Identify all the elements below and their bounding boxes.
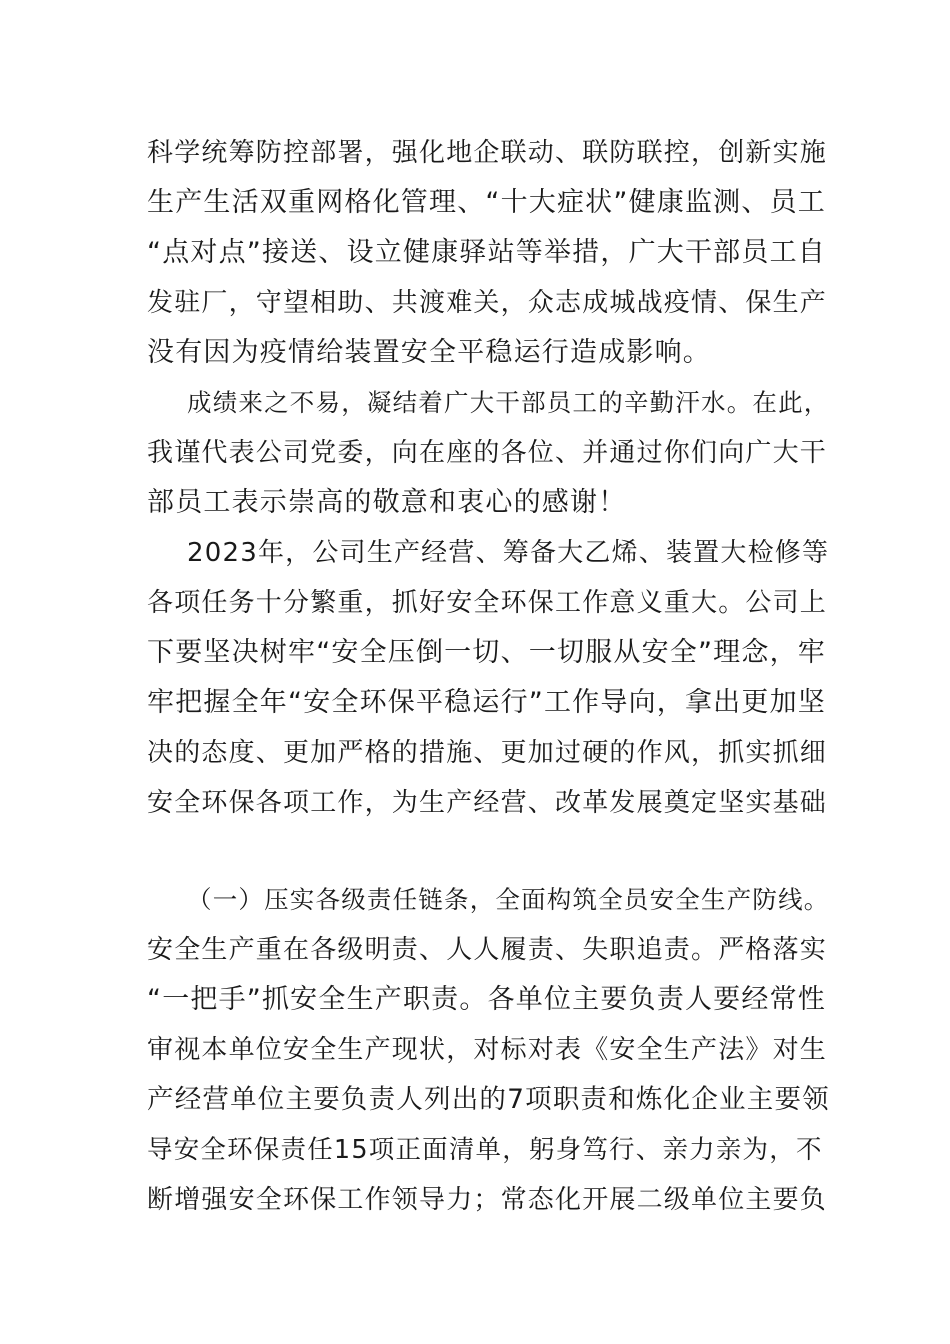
section-heading: （一）压实各级责任链条，全面构筑全员安全生产防线。 — [187, 885, 830, 914]
text-line: 产经营单位主要负责人列出的7项职责和炼化企业主要领 — [147, 1084, 830, 1115]
text-line: 牢把握全年“安全环保平稳运行”工作导向，拿出更加坚 — [147, 687, 826, 718]
text-line: 导安全环保责任15项正面清单，躬身笃行、亲力亲为，不 — [147, 1135, 823, 1165]
text-line: 安全生产重在各级明责、人人履责、失职追责。严格落实 — [147, 935, 828, 965]
text-line: “点对点”接送、设立健康驿站等举措，广大干部员工自 — [147, 237, 826, 268]
text-line: 断增强安全环保工作领导力；常态化开展二级单位主要负 — [147, 1185, 828, 1215]
text-line: 我谨代表公司党委，向在座的各位、并通过你们向广大干 — [147, 438, 828, 468]
text-line: 安全环保各项工作，为生产经营、改革发展奠定坚实基础 — [147, 788, 828, 818]
text-line: 决的态度、更加严格的措施、更加过硬的作风，抓实抓细 — [147, 738, 828, 768]
text-line: “一把手”抓安全生产职责。各单位主要负责人要经常性 — [147, 984, 826, 1015]
paragraph-first-line: 成绩来之不易，凝结着广大干部员工的辛勤汗水。在此， — [187, 388, 830, 417]
text-line: 生产生活双重网格化管理、“十大症状”健康监测、员工 — [147, 187, 826, 218]
text-line: 各项任务十分繁重，抓好安全环保工作意义重大。公司上 — [147, 588, 828, 618]
text-line: 没有因为疫情给装置安全平稳运行造成影响。 — [147, 337, 711, 368]
text-line: 部员工表示崇高的敬意和衷心的感谢！ — [147, 487, 627, 518]
paragraph-first-line: 2023年，公司生产经营、筹备大乙烯、装置大检修等 — [187, 538, 830, 568]
text-line: 审视本单位安全生产现状，对标对表《安全生产法》对生 — [147, 1035, 828, 1065]
text-line: 下要坚决树牢“安全压倒一切、一切服从安全”理念，牢 — [147, 637, 826, 668]
text-line: 科学统筹防控部署，强化地企联动、联防联控，创新实施 — [147, 138, 828, 168]
text-line: 发驻厂，守望相助、共渡难关，众志成城战疫情、保生产 — [147, 288, 828, 318]
